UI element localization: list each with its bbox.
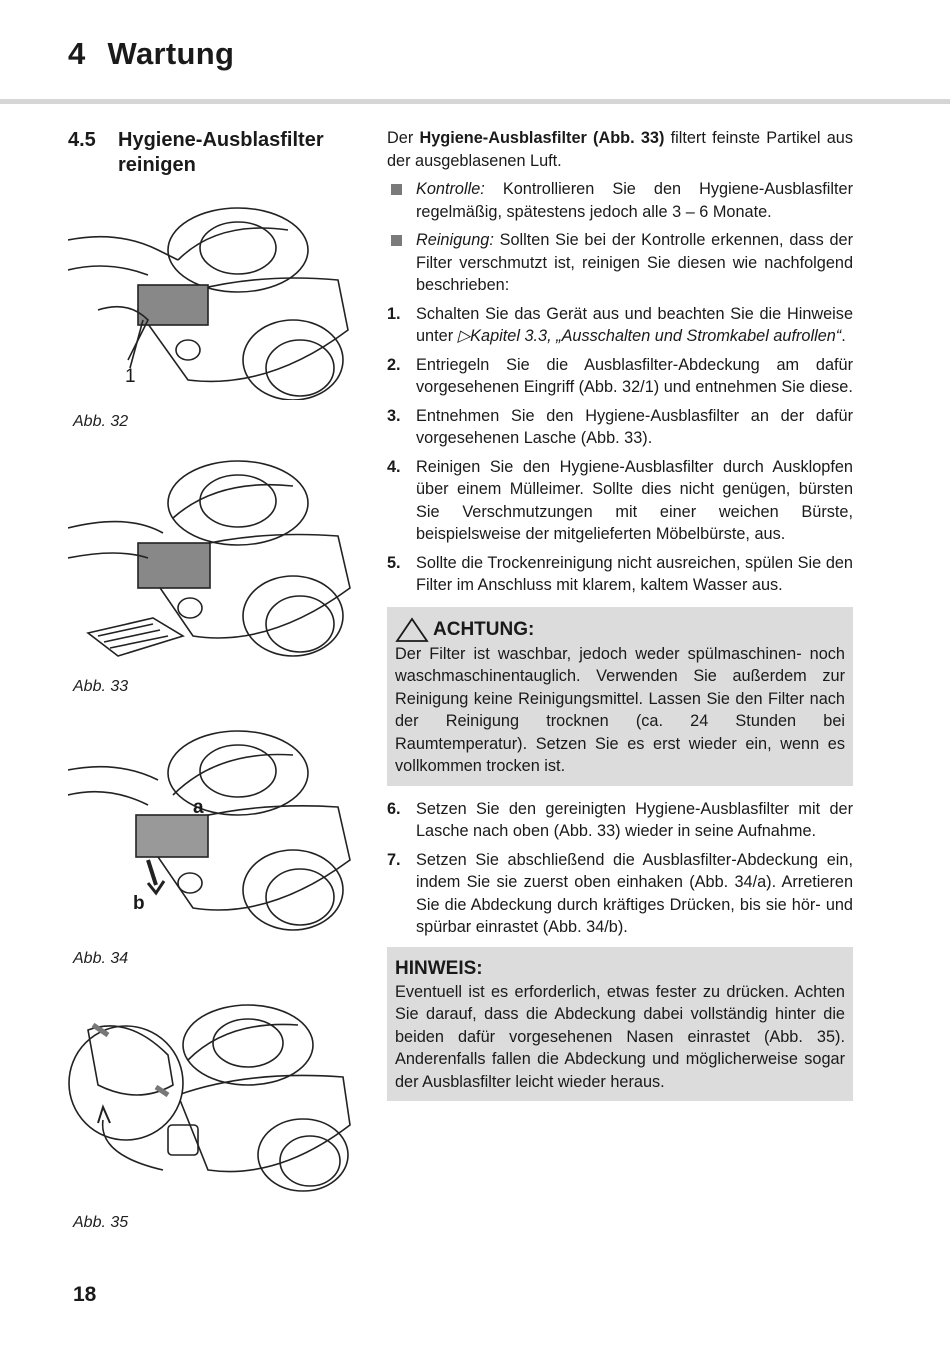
step-item: 7. Setzen Sie abschließend die Ausblasfilter-Abdeckung ein, indem Sie sie zuerst oben einhaken (Abb. 34/a). Arretieren Sie die Abdeckung durch kräftiges Drücken, bis sie hör- und spürbar einrastet (Abb. 34/b). [387, 850, 853, 936]
figure-32 [68, 200, 358, 400]
chapter-heading [68, 36, 234, 72]
vacuum-illustration [68, 995, 358, 1195]
section-title-text: Hygiene-Ausblasfilter reinigen [118, 129, 324, 176]
step-item: 6. Setzen Sie den gereinigten Hygiene-Ausblasfilter mit der Lasche nach oben (Abb. 33) wieder in seine Aufnahme. [387, 799, 853, 840]
warning-text: Der Filter ist waschbar, jedoch weder spülmaschinen- noch waschmaschinentauglich. Verwenden Sie außerdem zur Reinigung keine Reinigungsmittel. Lassen Sie den Filter nach der Reinigung trocknen (ca. 24 Stunden bei Raumtemperatur). Setzen Sie es erst wieder ein, wenn es vollkommen trocken ist. [395, 644, 845, 775]
hint-heading: HINWEIS: [395, 957, 483, 979]
section-number: 4.5 [68, 129, 96, 151]
bullet-square-icon [391, 184, 402, 195]
figure-33 [68, 458, 358, 668]
hint-text: Eventuell ist es erforderlich, etwas fester zu drücken. Achten Sie darauf, dass die Abdeckung dabei vollständig hinter die beiden dafür vorgesehenen Nasen einrastet (Abb. 35). Anderenfalls fallen die Abdeckung und möglicherweise sogar der Ausblasfilter leicht wieder heraus. [395, 982, 845, 1091]
warning-heading: ACHTUNG: [395, 617, 845, 643]
bullet-square-icon [391, 235, 402, 246]
section-title [68, 128, 368, 178]
intro-paragraph: Der Hygiene-Ausblasfilter (Abb. 33) filtert feinste Partikel aus der ausgeblasenen Luft. [387, 129, 853, 170]
step-item: 4. Reinigen Sie den Hygiene-Ausblasfilter durch Ausklopfen über einem Mülleimer. Sollte dies nicht genügen, bürsten Sie Verschmutzungen mit einer weichen Bürste, beispielsweise der mitgelieferten Möbelbürste, aus. [387, 457, 853, 543]
vacuum-illustration [68, 458, 358, 668]
chapter-title: Wartung [107, 36, 235, 71]
right-column [387, 127, 853, 1113]
chapter-number: 4 [68, 36, 86, 71]
warning-triangle-icon [395, 617, 429, 643]
vacuum-illustration [68, 200, 358, 400]
figure-caption: Abb. 33 [73, 678, 129, 695]
chapter-link[interactable]: ▷Kapitel 3.3, „Ausschalten und Stromkabel aufrollen“ [457, 327, 842, 345]
step-item: 2. Entriegeln Sie die Ausblasfilter-Abdeckung am dafür vorgesehenen Eingriff (Abb. 32/1) und entnehmen Sie diese. [387, 355, 853, 396]
callout-label-1: 1 [125, 366, 136, 387]
figure-35 [68, 995, 358, 1195]
callout-label-b: b [133, 893, 145, 914]
bullet-item: Kontrolle: Kontrollieren Sie den Hygiene-Ausblasfilter regelmäßig, spätestens jedoch alle 3 – 6 Monate. [387, 178, 853, 223]
step-item: 5. Sollte die Trockenreinigung nicht ausreichen, spülen Sie den Filter im Anschluss mit klarem, kaltem Wasser aus. [387, 553, 853, 594]
figure-caption: Abb. 32 [73, 413, 129, 430]
step-item: 3. Entnehmen Sie den Hygiene-Ausblasfilter an der dafür vorgesehenen Lasche (Abb. 33). [387, 406, 853, 447]
callout-label-a: a [193, 797, 204, 818]
bullet-item: Reinigung: Sollten Sie bei der Kontrolle erkennen, dass der Filter verschmutzt ist, reinigen Sie diesen wie nachfolgend beschrieben: [387, 229, 853, 297]
figure-caption: Abb. 34 [73, 950, 129, 967]
header-rule [0, 99, 950, 104]
vacuum-illustration [68, 725, 358, 945]
figure-caption: Abb. 35 [73, 1214, 129, 1231]
step-item: 1. Schalten Sie das Gerät aus und beachten Sie die Hinweise unter ▷Kapitel 3.3, „Ausschalten und Stromkabel aufrollen“. [387, 304, 853, 345]
page-number: 18 [73, 1283, 97, 1306]
warning-box [387, 607, 853, 786]
hint-box [387, 947, 853, 1102]
figure-34 [68, 725, 358, 945]
